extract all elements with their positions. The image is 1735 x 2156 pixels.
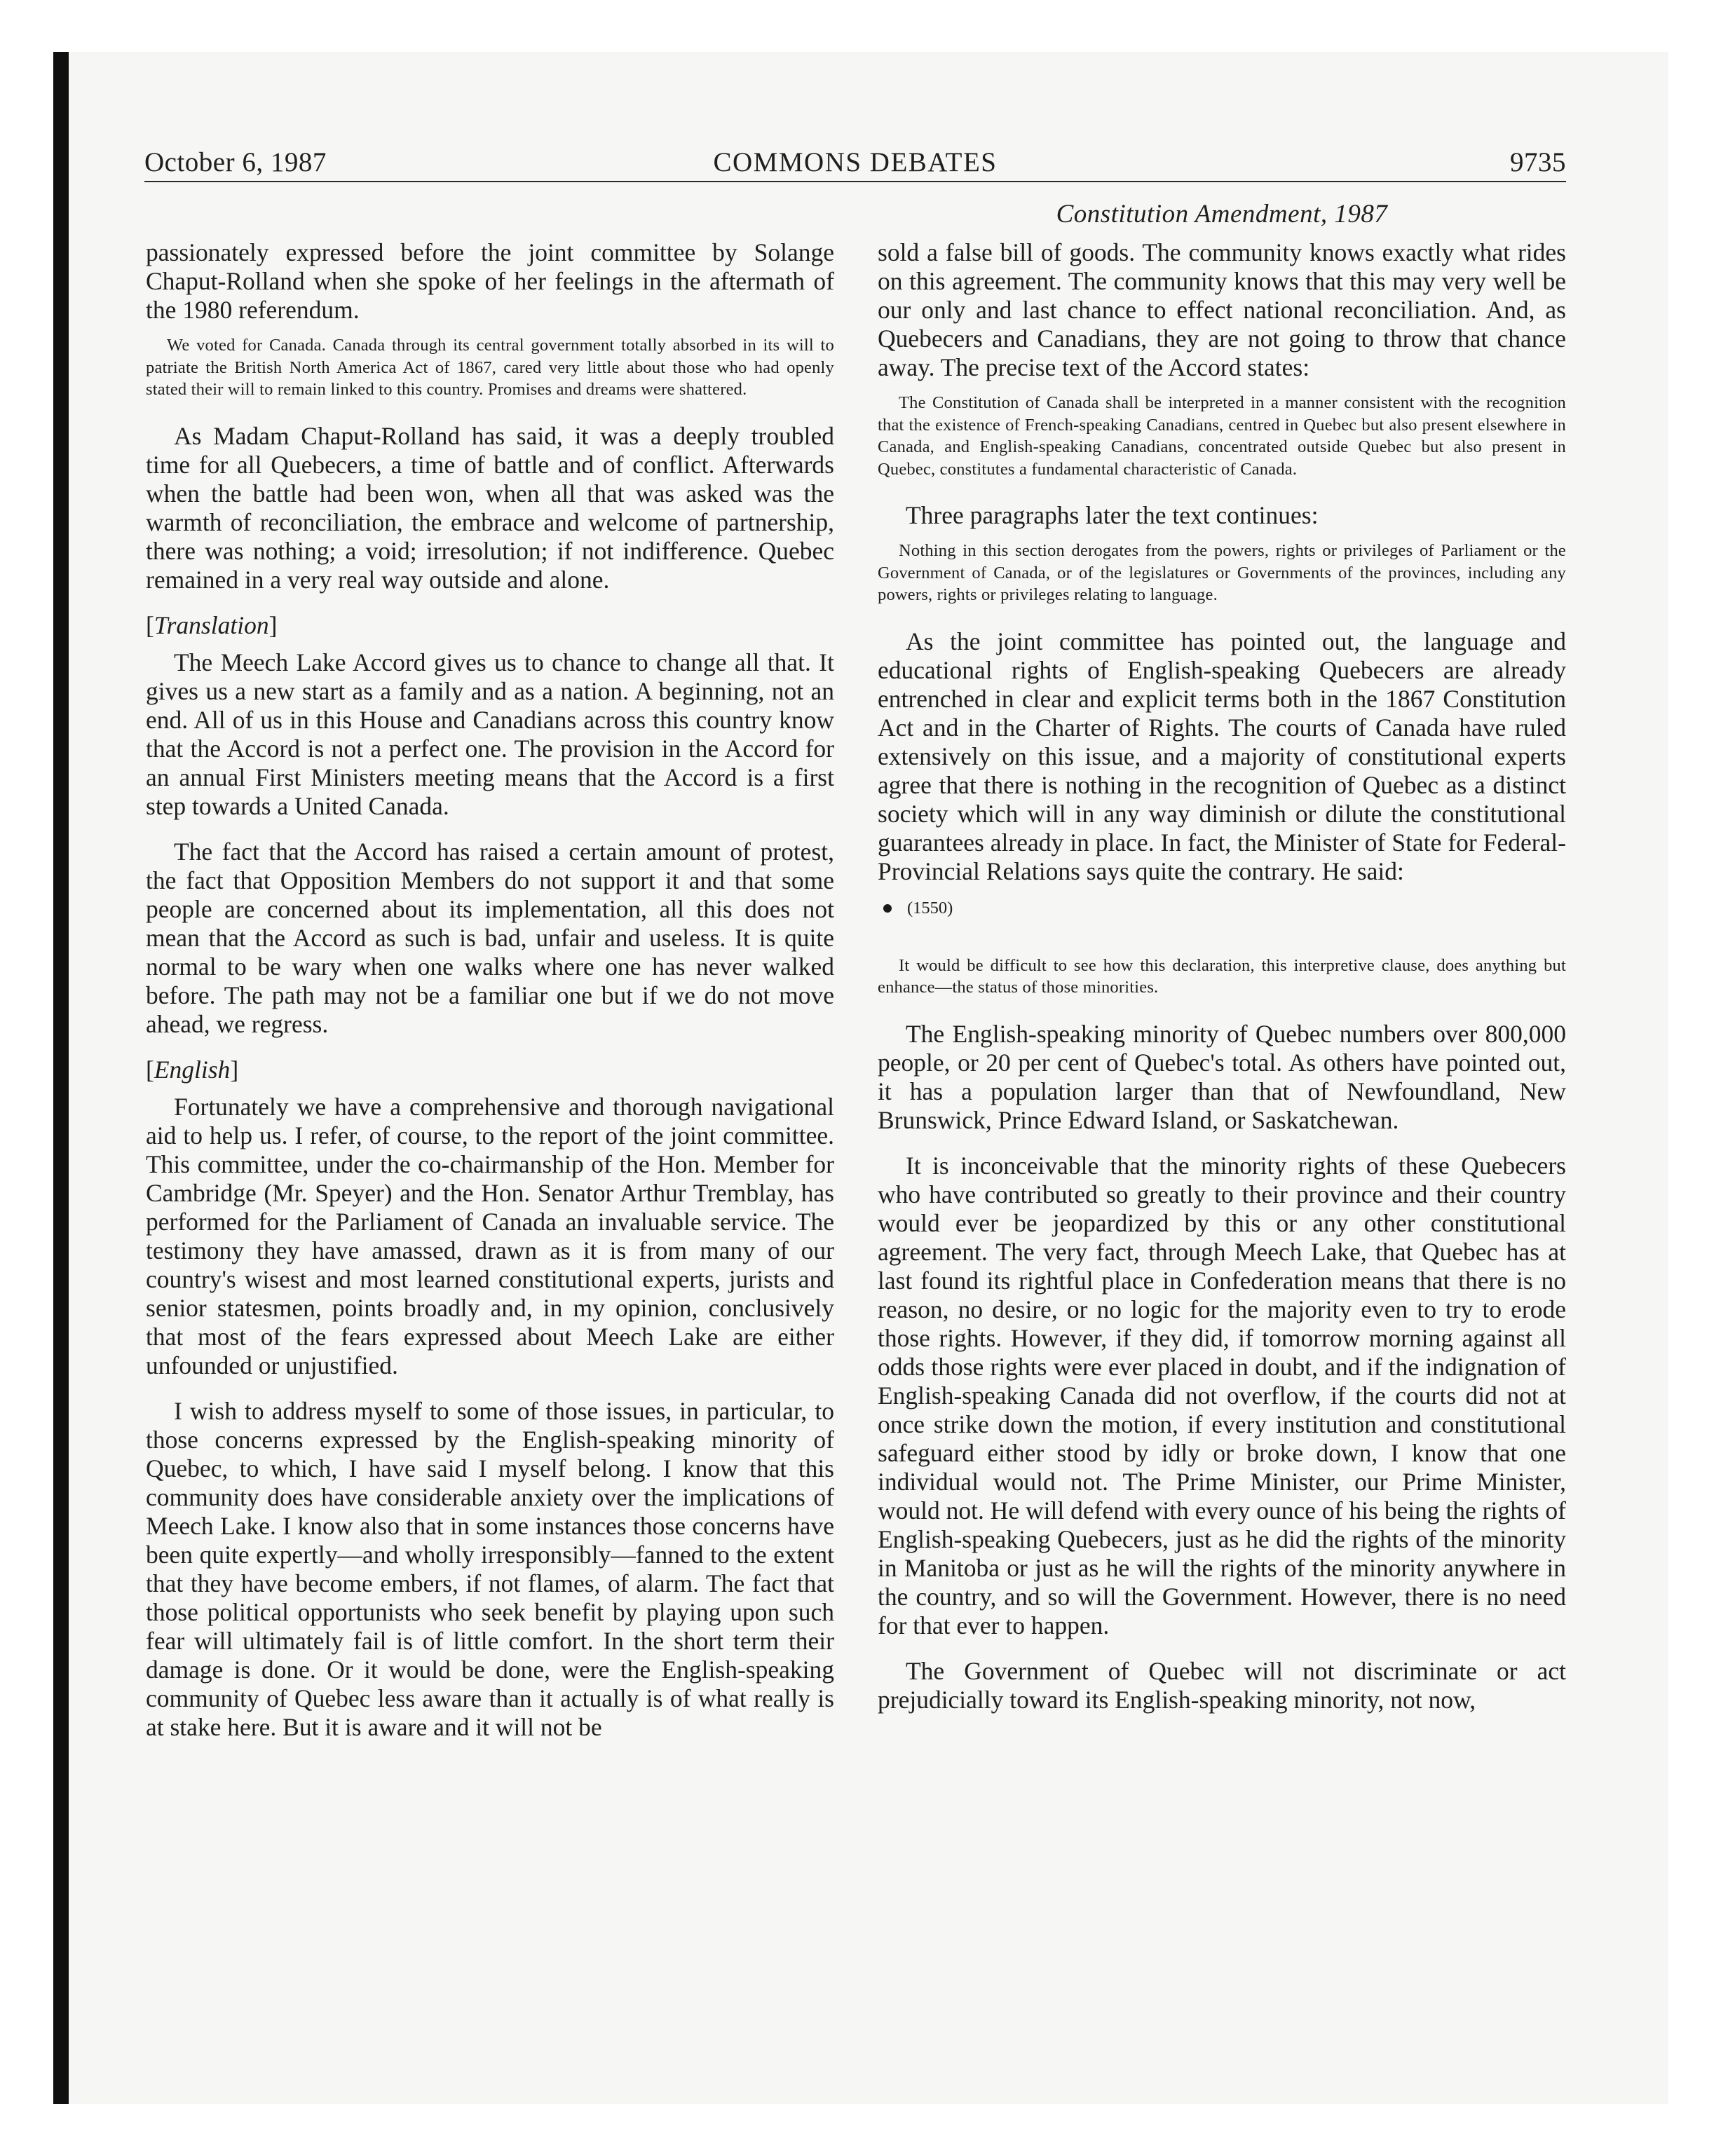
paragraph: It is inconceivable that the minority rights of these Quebecers who have contributed so greatly to their province and their country would ever be jeopardized by this or any other constitutional agreement. The very fact, through Meech Lake, that Quebec has at last found its rightful place in Confederation means that there is no reason, no desire, or no logic for the majority even to try to erode those rights. However, if they did, if tomorrow morning against all odds those rights were ever placed in doubt, and if the indignation of English-speaking Canada did not overflow, if the courts did not at once strike down the motion, if every institution and constitutional safeguard either stood by idly or broke down, I know that one individual would not. The Prime Minister, our Prime Minister, would not. He will defend with every ounce of his being the rights of English-speaking Quebecers, just as he did the rights of the minority in Manitoba or just as he will the rights of the minority anywhere in the country, and so will the Government. However, there is no need for that ever to happen. (878, 1151, 1566, 1639)
paragraph: The Government of Quebec will not discriminate or act prejudicially toward its English-speaking minority, not now, (878, 1656, 1566, 1714)
block-quote: We voted for Canada. Canada through its central government totally absorbed in its will to patriate the British North America Act of 1867, cared very little about those who had openly stated their will to remain linked to this country. Promises and dreams were shattered. (146, 336, 834, 399)
block-quote: It would be difficult to see how this declaration, this interpretive clause, does anything but enhance—the status of those minorities. (878, 955, 1566, 997)
translation-tag: [Translation] (146, 610, 278, 639)
paragraph: passionately expressed before the joint committee by Solange Chaput-Rolland when she spoke of her feelings in the aftermath of the 1980 referendum. (146, 238, 834, 324)
timestamp-marker (878, 899, 1566, 918)
block-quote: The Constitution of Canada shall be interpreted in a manner consistent with the recognition that the existence of French-speaking Canadians, centred in Quebec but also present elsewhere in Canada, and English-speaking Canadians, concentrated outside Quebec but also present in Quebec, constitutes a fundamental characteristic of Canada. (878, 393, 1566, 479)
header-date: October 6, 1987 (144, 147, 327, 177)
paragraph: As the joint committee has pointed out, the language and educational rights of English-speaking Quebecers are already entrenched in clear and explicit terms both in the 1867 Constitution Act and in the Charter of Rights. The courts of Canada have ruled extensively on this issue, and a majority of constitutional experts agree that there is nothing in the recognition of Quebec as a distinct society which will in any way diminish or dilute the constitutional guarantees already in place. In fact, the Minister of State for Federal-Provincial Relations says quite the contrary. He said: (878, 627, 1566, 885)
paragraph: The fact that the Accord has raised a certain amount of protest, the fact that Opposition Members do not support it and that some people are concerned about its implementation, all this does not mean that the Accord as such is bad, unfair and useless. It is quite normal to be wary when one walks where one has never walked before. The path may not be a familiar one but if we do not move ahead, we regress. (146, 837, 834, 1038)
timestamp-text: (1550) (907, 898, 953, 917)
paragraph: The English-speaking minority of Quebec numbers over 800,000 people, or 20 per cent of Quebec's total. As others have pointed out, it has a population larger than that of Newfoundland, New Brunswick, Prince Edward Island, or Saskatchewan. (878, 1019, 1566, 1134)
paragraph: The Meech Lake Accord gives us to chance to change all that. It gives us a new start as a family and as a nation. A beginning, not an end. All of us in this House and Canadians across this country know that the Accord is not a perfect one. The provision in the Accord for an annual First Ministers meeting means that the Accord is a first step towards a United Canada. (146, 648, 834, 820)
left-column (146, 238, 834, 1742)
translation-tag-label: Translation (154, 610, 269, 639)
paragraph: Three paragraphs later the text continues: (906, 501, 1319, 529)
paragraph: sold a false bill of goods. The community knows exactly what rides on this agreement. The community knows that this may very well be our only and last chance to effect national reconciliation. And, as Quebecers and Canadians, they are not going to throw that chance away. The precise text of the Accord states: (878, 238, 1566, 381)
header-title: COMMONS DEBATES (713, 147, 998, 177)
block-quote: Nothing in this section derogates from the powers, rights or privileges of Parliament or the Government of Canada, or of the legislatures or Governments of the provinces, including any powers, rights or privileges relating to language. (878, 541, 1566, 604)
running-head: Constitution Amendment, 1987 (1056, 200, 1388, 228)
paragraph: As Madam Chaput-Rolland has said, it was a deeply troubled time for all Quebecers, a time of battle and of conflict. Afterwards when the battle had been won, when all that was asked was the warmth of reconciliation, the embrace and welcome of partnership, there was nothing; a void; irresolution; if not indifference. Quebec remained in a very real way outside and alone. (146, 421, 834, 594)
paragraph: Fortunately we have a comprehensive and thorough navigational aid to help us. I refer, of course, to the report of the joint committee. This committee, under the co-chairmanship of the Hon. Member for Cambridge (Mr. Speyer) and the Hon. Senator Arthur Tremblay, has performed for the Parliament of Canada an invaluable service. The testimony they have amassed, drawn as it is from many of our country's wisest and most learned constitutional experts, jurists and senior statesmen, points broadly and, in my opinion, conclusively that most of the fears expressed about Meech Lake are either unfounded or unjustified. (146, 1092, 834, 1379)
scan-border (53, 52, 69, 2104)
bullet-icon (883, 904, 892, 913)
right-column (878, 238, 1566, 1714)
header-page-number: 9735 (1510, 147, 1566, 177)
paragraph: I wish to address myself to some of those issues, in particular, to those concerns expressed by the English-speaking minority of Quebec, to which, I have said I myself belong. I know that this community does have considerable anxiety over the implications of Meech Lake. I know also that in some instances those concerns have been quite expertly—and wholly irresponsibly—fanned to the extent that they have become embers, if not flames, of alarm. The fact that those political opportunists who seek benefit by playing upon such fear will ultimately fail is of little comfort. In the short term their damage is done. Or it would be done, were the English-speaking community of Quebec less aware than it actually is of what really is at stake here. But it is aware and it will not be (146, 1396, 834, 1741)
page-header (144, 146, 1566, 181)
header-rule (144, 181, 1566, 182)
english-tag: [English] (146, 1055, 239, 1084)
english-tag-label: English (154, 1055, 231, 1084)
